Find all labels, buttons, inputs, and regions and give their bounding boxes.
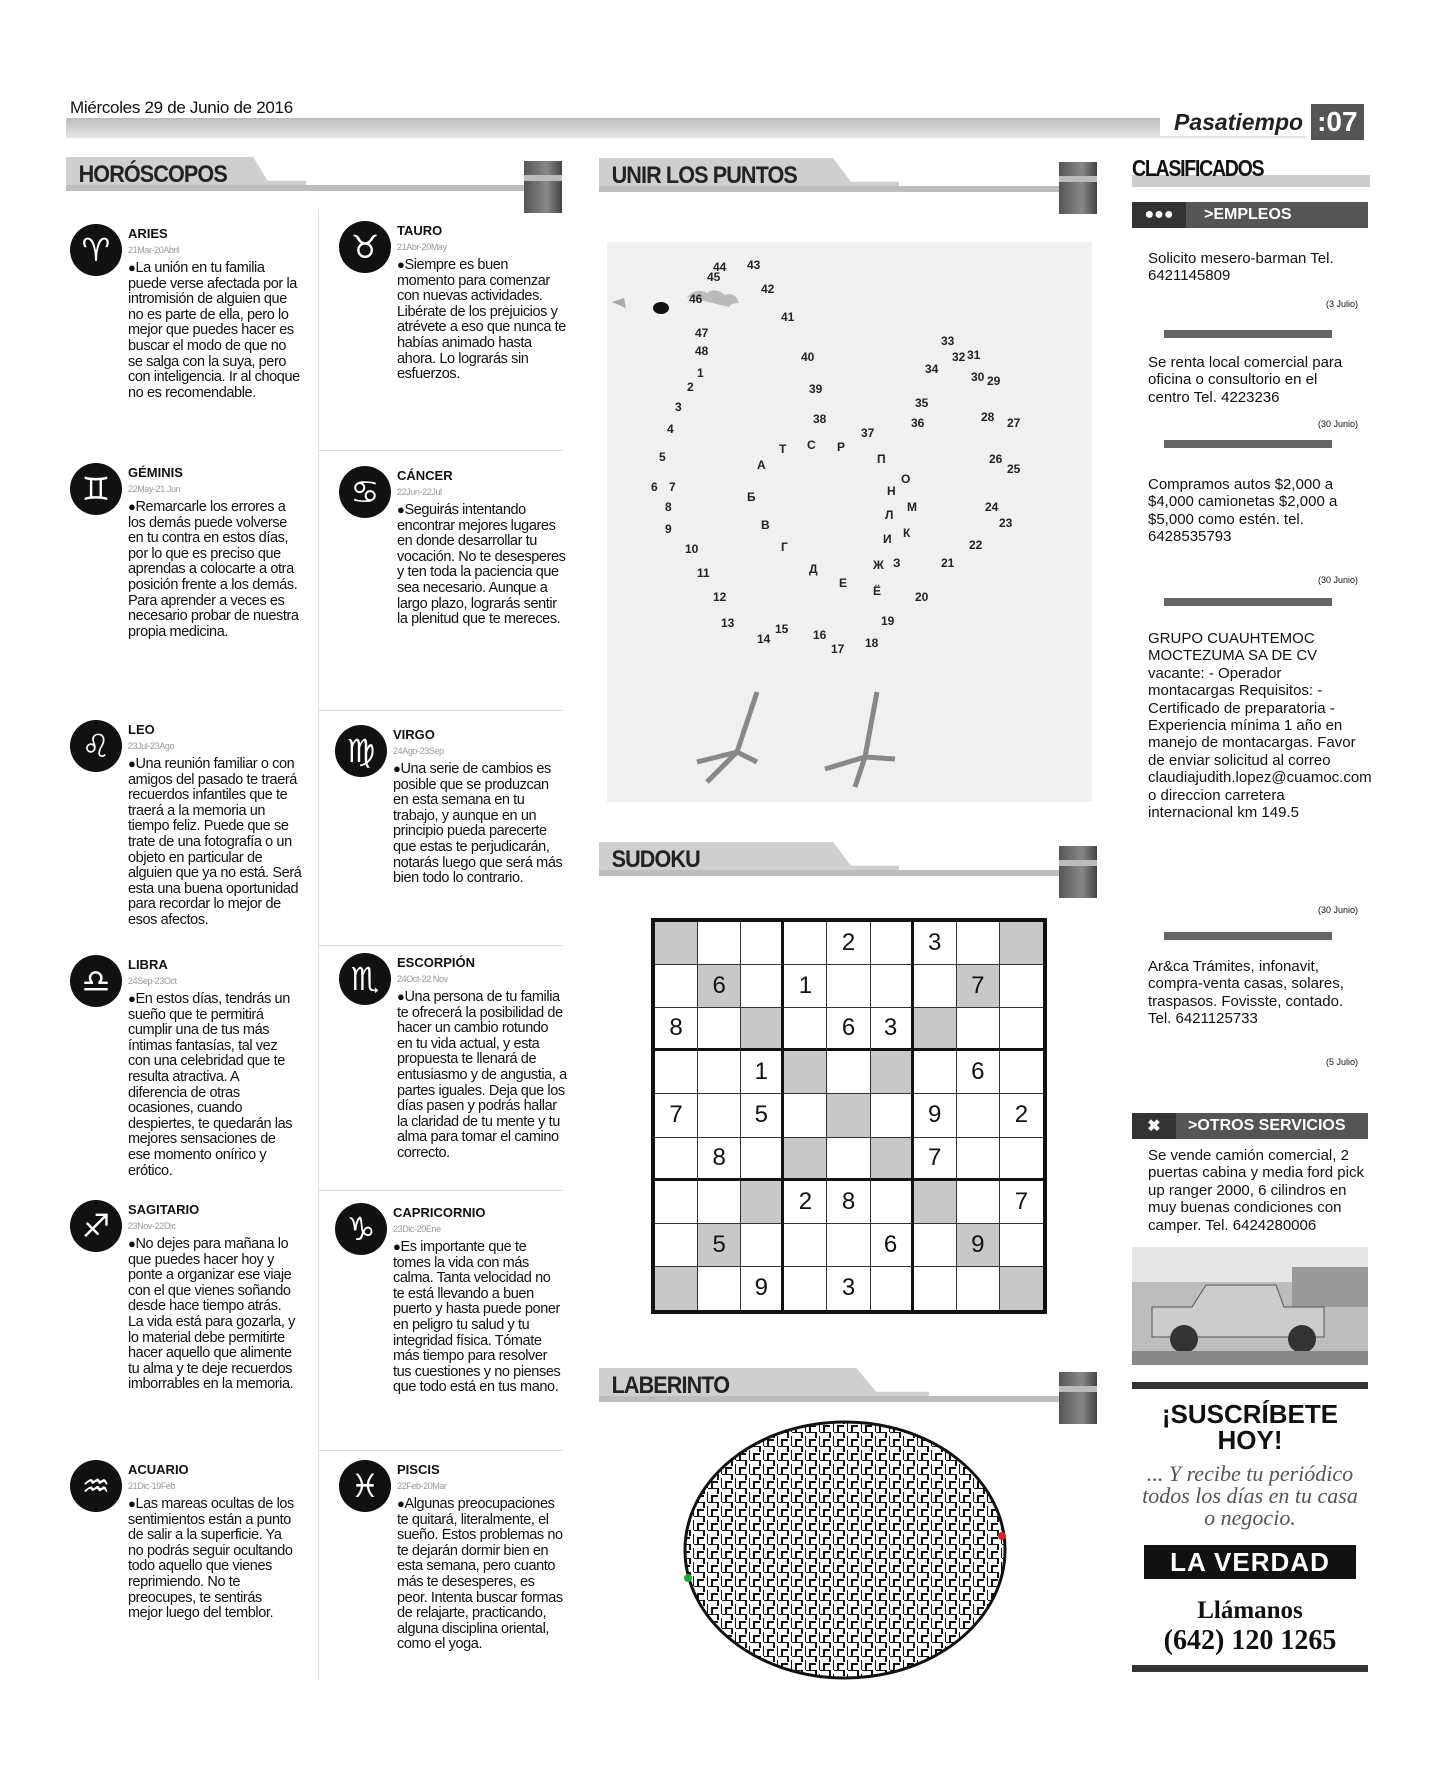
sign-text: ● Una persona de tu familia te ofrecerá la posibilidad de hacer un cambio rotundo en tu vida actual, y esta propuesta te llenará de entusiasmo y de angustia, a partes iguales. Deja que los días pasen y podrás hallar la claridad de tu mente y tu alma para tomar el camino correcto. bbox=[397, 989, 567, 1162]
dot-label: В bbox=[761, 518, 770, 532]
maze-body bbox=[685, 1422, 1005, 1678]
sudoku-cell[interactable] bbox=[784, 1094, 827, 1137]
sign-name: TAURO bbox=[397, 223, 443, 238]
sudoku-cell[interactable] bbox=[914, 1008, 957, 1051]
ad-separator bbox=[1164, 598, 1332, 606]
ad-separator bbox=[1164, 440, 1332, 448]
sudoku-cell[interactable] bbox=[784, 922, 827, 965]
sudoku-cell[interactable] bbox=[655, 922, 698, 965]
aries-icon: ♈ bbox=[70, 224, 122, 276]
sign-text: ● La unión en tu familia puede verse afectada por la intromisión de alguien que no es parte de ella, pero lo mejor que puedes hacer es buscar el modo de que no se salga con la suya, pero con inteligencia. Ir al choque no es recomendable. bbox=[128, 260, 303, 401]
classified-ad bbox=[1148, 958, 1358, 1067]
hen-eye bbox=[653, 302, 669, 314]
dot-label: М bbox=[907, 500, 917, 514]
dot-label: 45 bbox=[707, 270, 721, 284]
sudoku-cell[interactable] bbox=[741, 922, 784, 965]
sudoku-cell[interactable] bbox=[957, 1008, 1000, 1051]
cancer-icon: ♋ bbox=[339, 466, 391, 518]
sudoku-cell[interactable] bbox=[784, 1008, 827, 1051]
dot-label: 1 bbox=[697, 366, 704, 380]
dot-label: 17 bbox=[831, 642, 845, 656]
sudoku-cell[interactable] bbox=[871, 1267, 914, 1310]
dot-label: 15 bbox=[775, 622, 789, 636]
libra-icon: ♎ bbox=[70, 955, 122, 1007]
sign-text: ● En estos días, tendrás un sueño que te permitirá cumplir una de tus más íntimas fantasías, tal vez con una celebridad que te resulta atractiva. A diferencia de otras ocasiones, cuando despiertes, te quedarán las mejores sensaciones de ese momento onírico y erótico. bbox=[128, 991, 296, 1179]
dot-label: Ё bbox=[873, 584, 882, 598]
sudoku-cell[interactable]: 8 bbox=[827, 1181, 870, 1224]
dot-label: 19 bbox=[881, 614, 895, 628]
jobs-label: >EMPLEOS bbox=[1204, 206, 1292, 223]
jobs-category bbox=[1132, 202, 1368, 228]
dot-label: 36 bbox=[911, 416, 925, 430]
dot-label: 46 bbox=[689, 292, 703, 306]
sudoku-cell[interactable] bbox=[827, 1094, 870, 1137]
maze-title: LABERINTO bbox=[611, 1372, 730, 1399]
sudoku-cell[interactable] bbox=[698, 1051, 741, 1094]
sudoku-cell[interactable] bbox=[1000, 965, 1043, 1008]
classifieds-title: CLASIFICADOS bbox=[1132, 155, 1264, 181]
sign-name: CAPRICORNIO bbox=[393, 1205, 486, 1220]
dot-label: 11 bbox=[697, 566, 710, 580]
sudoku-cell[interactable] bbox=[871, 922, 914, 965]
dot-label: Б bbox=[747, 490, 756, 504]
dot-label: 8 bbox=[665, 500, 672, 514]
sudoku-cell[interactable]: 5 bbox=[741, 1094, 784, 1137]
sign-text: ● Una reunión familiar o con amigos del pasado te traerá recuerdos infantiles que te traerá a la memoria un tiempo feliz. Puede que se trate de una fotografía o un objeto en particular de alguien que ya no está. Será esta una buena oportunidad para recordar lo mejor de esos afectos. bbox=[128, 756, 303, 929]
sudoku-cell[interactable] bbox=[957, 1267, 1000, 1310]
dot-label: 12 bbox=[713, 590, 727, 604]
sudoku-cell[interactable]: 3 bbox=[871, 1008, 914, 1051]
sign-dates: 24Ago-23Sep bbox=[393, 746, 444, 756]
legs bbox=[697, 692, 895, 787]
dot-label: С bbox=[807, 438, 816, 452]
dot-label: А bbox=[757, 458, 766, 472]
maze-header bbox=[599, 1368, 1104, 1408]
virgo-icon: ♍ bbox=[335, 725, 387, 777]
sudoku-cell[interactable]: 8 bbox=[655, 1008, 698, 1051]
sudoku-cell[interactable] bbox=[698, 1181, 741, 1224]
dot-label: 23 bbox=[999, 516, 1013, 530]
sudoku-cell[interactable] bbox=[914, 1267, 957, 1310]
sudoku-cell[interactable] bbox=[957, 1138, 1000, 1181]
sign-name: LIBRA bbox=[128, 957, 168, 972]
hen-drawing bbox=[607, 242, 1092, 802]
sudoku-cell[interactable] bbox=[655, 1051, 698, 1094]
sudoku-cell[interactable] bbox=[914, 1181, 957, 1224]
sagittarius-icon: ♐ bbox=[70, 1200, 122, 1252]
sudoku-cell[interactable]: 9 bbox=[741, 1267, 784, 1310]
dot-label: О bbox=[901, 472, 911, 486]
dot-label: 6 bbox=[651, 480, 658, 494]
dots-header bbox=[599, 158, 1104, 198]
dots-title: UNIR LOS PUNTOS bbox=[611, 162, 797, 189]
tools-icon: ✖ bbox=[1132, 1113, 1176, 1139]
sudoku-cell[interactable] bbox=[1000, 1267, 1043, 1310]
sign-name: VIRGO bbox=[393, 727, 435, 742]
sudoku-cell[interactable]: 5 bbox=[698, 1224, 741, 1267]
sudoku-cell[interactable]: 2 bbox=[1000, 1094, 1043, 1137]
sudoku-cell[interactable]: 3 bbox=[914, 922, 957, 965]
services-label: >OTROS SERVICIOS bbox=[1188, 1117, 1346, 1134]
dot-label: 16 bbox=[813, 628, 827, 642]
truck-photo bbox=[1132, 1247, 1368, 1365]
dot-label: 27 bbox=[1007, 416, 1021, 430]
leo-icon: ♌ bbox=[70, 720, 122, 772]
sudoku-cell[interactable] bbox=[741, 1138, 784, 1181]
sudoku-cell[interactable] bbox=[784, 1138, 827, 1181]
dot-label: 48 bbox=[695, 344, 709, 358]
sign-name: GÉMINIS bbox=[128, 465, 183, 480]
sudoku-cell[interactable] bbox=[871, 1138, 914, 1181]
sudoku-cell[interactable] bbox=[957, 1181, 1000, 1224]
service-ad bbox=[1148, 1147, 1366, 1234]
dot-label: Л bbox=[885, 508, 894, 522]
sign-name: PISCIS bbox=[397, 1462, 440, 1477]
sign-name: ESCORPIÓN bbox=[397, 955, 476, 970]
sudoku-cell[interactable] bbox=[1000, 1224, 1043, 1267]
sudoku-title: SUDOKU bbox=[611, 846, 700, 873]
classified-ad bbox=[1148, 354, 1358, 429]
dot-label: 47 bbox=[695, 326, 709, 340]
ad-date: (5 Julio) bbox=[1325, 1057, 1358, 1067]
sudoku-cell[interactable]: 7 bbox=[914, 1138, 957, 1181]
dot-label: 30 bbox=[971, 370, 985, 384]
sudoku-cell[interactable]: 2 bbox=[784, 1181, 827, 1224]
classified-ad bbox=[1148, 476, 1358, 585]
sudoku-cell[interactable] bbox=[827, 1224, 870, 1267]
taurus-icon: ♉ bbox=[339, 221, 391, 273]
dot-label: 32 bbox=[952, 350, 966, 364]
sign-dates: 21Abr-20May bbox=[397, 242, 447, 252]
sudoku-cell[interactable]: 7 bbox=[655, 1094, 698, 1137]
ad-text: Ar&ca Trámites, infonavit, compra-venta casas, solares, traspasos. Fovisste, contado. Tel. 6421125733 bbox=[1148, 958, 1344, 1028]
sign-text: ● Es importante que te tomes la vida con más calma. Tanta velocidad no te está llevando a buen puerto y hasta puede poner en peligro tu salud y tu integridad física. Tómate más tiempo para resolver tus cuestiones y no pienses que todo está en tus mano. bbox=[393, 1239, 563, 1396]
sign-text: ● Siempre es buen momento para comenzar con nuevas actividades. Libérate de los prejuicios y atrévete a eso que nunca te habías animado hasta ahora. Lo lograrás sin esfuerzos. bbox=[397, 257, 567, 383]
dot-label: 44 bbox=[713, 260, 727, 274]
horoscopes-title: HORÓSCOPOS bbox=[78, 161, 227, 188]
section-name: Pasatiempo bbox=[1160, 109, 1311, 136]
ad-separator bbox=[1164, 932, 1332, 940]
sudoku-cell[interactable] bbox=[914, 1224, 957, 1267]
dot-label: Ж bbox=[873, 558, 884, 572]
dot-label: 7 bbox=[669, 480, 676, 494]
sign-name: SAGITARIO bbox=[128, 1202, 200, 1217]
dot-label: Г bbox=[781, 540, 788, 554]
dot-label: 9 bbox=[665, 522, 672, 536]
sudoku-cell[interactable] bbox=[871, 1181, 914, 1224]
sudoku-cell[interactable] bbox=[655, 1267, 698, 1310]
ad-date: (30 Junio) bbox=[1317, 575, 1358, 585]
sudoku-cell[interactable]: 1 bbox=[741, 1051, 784, 1094]
gemini-icon: ♊ bbox=[70, 463, 122, 515]
sign-dates: 23Nov-22Dic bbox=[128, 1221, 176, 1231]
ad-text: Se vende camión comercial, 2 puertas cabina y media ford pick up ranger 2000, 6 cilindros en muy buenas condiciones con camper. Tel. 6424280006 bbox=[1148, 1147, 1364, 1234]
sudoku-cell[interactable]: 6 bbox=[827, 1008, 870, 1051]
sudoku-cell[interactable] bbox=[871, 1051, 914, 1094]
dot-label: П bbox=[877, 452, 886, 466]
ad-separator bbox=[1164, 330, 1332, 338]
beak-shape bbox=[612, 298, 626, 308]
sudoku-cell[interactable] bbox=[741, 1008, 784, 1051]
dot-label: 18 bbox=[865, 636, 879, 650]
dot-label: 10 bbox=[685, 542, 699, 556]
sign-name: CÁNCER bbox=[397, 468, 453, 483]
maze-end-marker bbox=[998, 1532, 1006, 1540]
sudoku-cell[interactable] bbox=[1000, 922, 1043, 965]
sudoku-cell[interactable] bbox=[784, 1051, 827, 1094]
dot-label: 13 bbox=[721, 616, 735, 630]
sign-dates: 22May-21 Jun bbox=[128, 484, 181, 494]
dot-label: 42 bbox=[761, 282, 775, 296]
dot-label: 4 bbox=[667, 422, 674, 436]
sudoku-cell[interactable] bbox=[784, 1267, 827, 1310]
sudoku-cell[interactable] bbox=[784, 1224, 827, 1267]
sudoku-cell[interactable]: 8 bbox=[698, 1138, 741, 1181]
capricorn-icon: ♑ bbox=[335, 1203, 387, 1255]
dot-label: 33 bbox=[941, 334, 955, 348]
dot-label: 41 bbox=[781, 310, 795, 324]
dot-label: Е bbox=[839, 576, 848, 590]
dot-label: 31 bbox=[967, 348, 981, 362]
sudoku-cell[interactable]: 6 bbox=[957, 1051, 1000, 1094]
sign-dates: 23Jul-23Ago bbox=[128, 741, 175, 751]
subscribe-box bbox=[1132, 1382, 1368, 1672]
scorpio-icon: ♏ bbox=[339, 953, 391, 1005]
ad-date: (30 Junio) bbox=[1317, 419, 1358, 429]
sudoku-grid bbox=[651, 918, 1047, 1314]
sudoku-cell[interactable] bbox=[914, 965, 957, 1008]
sudoku-cell[interactable] bbox=[698, 1008, 741, 1051]
sudoku-cell[interactable] bbox=[827, 1138, 870, 1181]
sudoku-cell[interactable] bbox=[655, 965, 698, 1008]
phone-number[interactable]: (642) 120 1265 bbox=[1163, 1625, 1337, 1656]
sudoku-cell[interactable] bbox=[871, 965, 914, 1008]
sudoku-cell[interactable]: 3 bbox=[827, 1267, 870, 1310]
sudoku-cell[interactable] bbox=[698, 1094, 741, 1137]
sudoku-cell[interactable]: 6 bbox=[871, 1224, 914, 1267]
sudoku-cell[interactable] bbox=[827, 1051, 870, 1094]
sudoku-cell[interactable] bbox=[1000, 1051, 1043, 1094]
pisces-icon: ♓ bbox=[339, 1460, 391, 1512]
sudoku-cell[interactable] bbox=[698, 922, 741, 965]
dot-label: 38 bbox=[813, 412, 827, 426]
sign-dates: 24Sep-23Oct bbox=[128, 976, 177, 986]
dot-label: 43 bbox=[747, 258, 761, 272]
sudoku-header bbox=[599, 842, 1104, 882]
sudoku-cell[interactable] bbox=[871, 1094, 914, 1137]
horoscopes-header bbox=[66, 157, 572, 197]
sign-dates: 21Dic-19Feb bbox=[128, 1481, 176, 1491]
maze-puzzle bbox=[680, 1418, 1010, 1683]
sign-text: ● Una serie de cambios es posible que se produzcan en esta semana en tu trabajo, y aunque en un principio pueda parecerte que estas te perjudicarán, notarás luego que será más bien todo lo contrario. bbox=[393, 761, 563, 887]
sudoku-cell[interactable] bbox=[741, 965, 784, 1008]
ad-date: (30 Junio) bbox=[1317, 905, 1358, 915]
dot-label: 22 bbox=[969, 538, 983, 552]
sudoku-cell[interactable]: 1 bbox=[784, 965, 827, 1008]
subscribe-subtitle: ... Y recibe tu periódico todos los días en tu casa o negocio. bbox=[1142, 1461, 1358, 1530]
sudoku-cell[interactable] bbox=[655, 1138, 698, 1181]
sign-text: ● Remarcarle los errores a los demás puede volverse en tu contra en estos días, por lo que es preciso que aprendas a colocarte a otra posición frente a los demás. Para aprender a veces es necesario probar de nuestra propia medicina. bbox=[128, 499, 303, 640]
services-category bbox=[1132, 1113, 1368, 1139]
sudoku-cell[interactable]: 9 bbox=[914, 1094, 957, 1137]
sign-dates: 23Dic-20Ene bbox=[393, 1224, 441, 1234]
sudoku-cell[interactable] bbox=[655, 1224, 698, 1267]
dot-label: 35 bbox=[915, 396, 929, 410]
header-bar bbox=[66, 118, 1306, 138]
dot-label: Д bbox=[809, 562, 818, 576]
ad-text: Se renta local comercial para oficina o consultorio en el centro Tel. 4223236 bbox=[1148, 354, 1343, 406]
maze-start-marker bbox=[684, 1574, 692, 1582]
dot-label: Р bbox=[837, 440, 846, 454]
dot-label: 2 bbox=[687, 380, 694, 394]
sign-name: ARIES bbox=[128, 226, 168, 241]
sudoku-cell[interactable]: 9 bbox=[957, 1224, 1000, 1267]
dot-label: 29 bbox=[987, 374, 1001, 388]
ad-text: Compramos autos $2,000 a $4,000 camionetas $2,000 a $5,000 como estén. tel. 6428535793 bbox=[1148, 476, 1338, 546]
page-number: :07 bbox=[1311, 104, 1363, 140]
dot-label: Н bbox=[887, 484, 896, 498]
sudoku-cell[interactable] bbox=[1000, 1138, 1043, 1181]
sudoku-cell[interactable] bbox=[827, 965, 870, 1008]
sign-name: ACUARIO bbox=[128, 1462, 189, 1477]
page-date: Miércoles 29 de Junio de 2016 bbox=[70, 98, 293, 117]
sign-dates: 24Oct-22 Nov bbox=[397, 974, 448, 984]
sudoku-cell[interactable]: 7 bbox=[957, 965, 1000, 1008]
sudoku-cell[interactable] bbox=[957, 922, 1000, 965]
dot-label: 26 bbox=[989, 452, 1003, 466]
dot-label: 24 bbox=[985, 500, 999, 514]
people-icon: ●●● bbox=[1132, 202, 1186, 228]
sudoku-cell[interactable]: 2 bbox=[827, 922, 870, 965]
dot-label: З bbox=[893, 556, 901, 570]
subscribe-title: ¡SUSCRÍBETE HOY! bbox=[1161, 1399, 1339, 1455]
sign-text: ● Las mareas ocultas de los sentimientos están a punto de salir a la superficie. Ya no podrás seguir ocultando todo aquello que vienes reprimiendo. No te preocupes, te sentirás mejor luego del temblor. bbox=[128, 1496, 298, 1622]
dot-label: К bbox=[903, 526, 911, 540]
ad-text: GRUPO CUAUHTEMOC MOCTEZUMA SA DE CV vacante: - Operador montacargas Requisitos: - Certificado de preparatoria - Experiencia mínima 1 año en manejo de montacargas. Favor de enviar solicitud al correo claudiajudith.lopez@cuamoc.com o direccion carretera internacional km 149.5 bbox=[1148, 630, 1372, 822]
dot-label: 37 bbox=[861, 426, 875, 440]
sign-dates: 22Jun-22Jul bbox=[397, 487, 442, 497]
connect-dots-puzzle bbox=[607, 242, 1092, 802]
sudoku-cell[interactable] bbox=[741, 1181, 784, 1224]
dot-label: 21 bbox=[941, 556, 955, 570]
classified-ad bbox=[1148, 250, 1358, 309]
sudoku-cell[interactable] bbox=[914, 1051, 957, 1094]
dot-label: 25 bbox=[1007, 462, 1021, 476]
sudoku-cell[interactable] bbox=[655, 1181, 698, 1224]
dot-label: 3 bbox=[675, 400, 682, 414]
dot-label: 28 bbox=[981, 410, 995, 424]
dot-label: 39 bbox=[809, 382, 823, 396]
ad-text: Solicito mesero-barman Tel. 6421145809 bbox=[1148, 250, 1334, 285]
sign-text: ● No dejes para mañana lo que puedes hacer hoy y ponte a organizar ese viaje con el que vienes soñando desde hace tiempo atrás. La vida está para gozarla, y lo material debe permitirte hacer aquello que alimente tu alma y te deje recuerdos imborrables en la memoria. bbox=[128, 1236, 298, 1393]
sudoku-cell[interactable] bbox=[698, 1267, 741, 1310]
classified-ad bbox=[1148, 630, 1372, 915]
sudoku-cell[interactable]: 7 bbox=[1000, 1181, 1043, 1224]
sign-text: ● Algunas preocupaciones te quitará, literalmente, el sueño. Estos problemas no te dejarán dormir bien en esta semana, pero cuanto más te desesperes, es peor. Intenta buscar formas de relajarte, practicando, alguna disciplina oriental, como el yoga. bbox=[397, 1496, 567, 1653]
sign-text: ● Seguirás intentando encontrar mejores lugares en donde desarrollar tu vocación. No te desesperes y ten toda la paciencia que sea necesario. Aunque a largo plazo, lograrás sentir la plenitud que te mereces. bbox=[397, 502, 567, 628]
sign-dates: 21Mar-20Abril bbox=[128, 245, 180, 255]
section-brand bbox=[1160, 100, 1358, 144]
ad-date: (3 Julio) bbox=[1325, 299, 1358, 309]
sign-name: LEO bbox=[128, 722, 155, 737]
la-verdad-logo: LA VERDAD bbox=[1144, 1545, 1356, 1579]
aquarius-icon: ♒ bbox=[70, 1460, 122, 1512]
call-label: Llámanos bbox=[1197, 1597, 1303, 1624]
sudoku-cell[interactable]: 6 bbox=[698, 965, 741, 1008]
sudoku-cell[interactable] bbox=[741, 1224, 784, 1267]
dot-label: 14 bbox=[757, 632, 771, 646]
dot-label: 5 bbox=[659, 450, 666, 464]
sudoku-cell[interactable] bbox=[1000, 1008, 1043, 1051]
dot-label: 20 bbox=[915, 590, 929, 604]
dot-label: 34 bbox=[925, 362, 939, 376]
sudoku-cell[interactable] bbox=[957, 1094, 1000, 1137]
sign-dates: 22Feb-20Mar bbox=[397, 1481, 447, 1491]
dot-label: Т bbox=[779, 442, 787, 456]
dot-label: 40 bbox=[801, 350, 815, 364]
dot-label: И bbox=[883, 532, 892, 546]
